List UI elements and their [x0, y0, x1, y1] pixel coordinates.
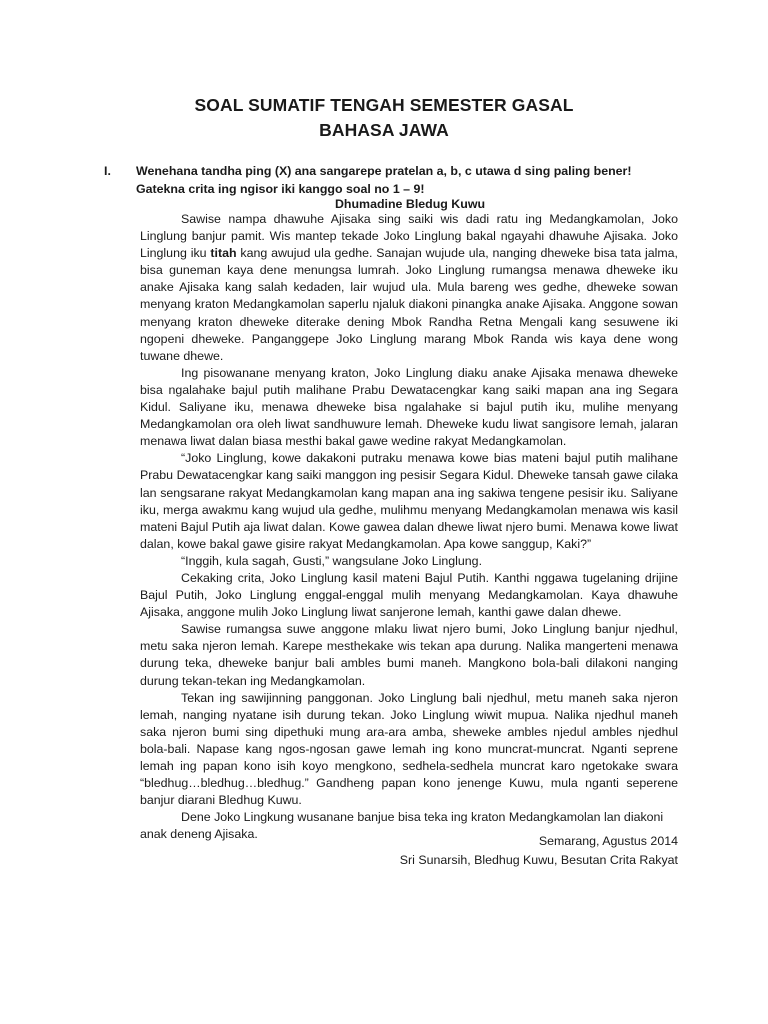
story-paragraph-2: Ing pisowanane menyang kraton, Joko Linglung diaku anake Ajisaka menawa dheweke bisa ngalahake bajul putih malihane Prabu Dewatacengkar kang saiki mapan ana ing Segara Kidul. Saliyane iku, menawa dheweke bisa ngalahake si bajul putih iku, mulihe menyang Medangkamolan ora oleh liwat sandhuwure lemah. Dheweke kudu liwat sangisore lemah, jalaran menawa liwat dalan biasa mesthi bakal gawe wedine rakyat Medangkamolan. — [140, 365, 678, 449]
story-paragraph-4: “Inggih, kula sagah, Gusti,” wangsulane Joko Linglung. — [181, 553, 483, 568]
signature-source: Sri Sunarsih, Bledhug Kuwu, Besutan Crita Rakyat — [399, 853, 678, 867]
instruction-text-2: Gatekna crita ing ngisor iki kanggo soal no 1 – 9! — [136, 182, 425, 196]
story-bold-word: titah — [210, 246, 237, 261]
story-paragraph-6: Sawise rumangsa suwe anggone mlaku liwat njero bumi, Joko Linglung banjur njedhul, metu saka njeron lemah. Karepe mesthekake wis tekan apa durung. Nalika mangerteni menawa durung teka, dheweke banjur bali ambles bumi maneh. Mangkono bola-bali dilakoni nanging durung tekan-tekan ing Medangkamolan. — [140, 622, 678, 688]
story-text: Sawise nampa dhawuhe Ajisaka sing saiki wis dadi ratu ing Medangkamolan, Joko Linglung banjur pamit. Wis mantep tekade Joko Linglung bakal ngayahi dhawuhe Ajisaka. Joko Linglung iku — [140, 212, 678, 261]
story-paragraph-3: “Joko Linglung, kowe dakakoni putraku menawa kowe bias mateni bajul putih malihane Prabu Dewatacengkar kang saiki manggon ing pesisir Segara Kidul. Dheweke tansah gawe cilaka lan sengsarane rakyat Medangkamolan kang mapan ana ing sakiwa tengene pesisir iku. Saliyane iku, merga awakmu kang wujud ula gedhe, mulihmu menyang Medangkamolan menawa wis kasil mateni Bajul Putih aja liwat dalan. Kowe gawea dalan dhewe liwat njero bumi. Menawa kowe liwat dalan, kowe bakal gawe gisire rakyat Medangkamolan. Apa kowe sanggup, Kaki?” — [140, 451, 678, 551]
story-body — [140, 211, 678, 843]
story-paragraph-7: Tekan ing sawijinning panggonan. Joko Linglung bali njedhul, metu maneh saka njeron lemah, nanging nyatane isih durung tekan. Joko Linglung wiwit mupua. Nalika njedhul maneh saka njeron bumi sing dipethuki mung ara-ara amba, sheweke ambles njedul ambles njedhul bola-bali. Napase kang ngos-ngosan gawe lemah ing kono muncrat-muncrat. Nganti seprene lemah ing papan kono isih koyo mengkono, sedhela-sedhela muncrat karo ngetokake swara “bledhug…bledhug…bledhug.” Gandheng papan kono jenenge Kuwu, mula nganti seperene banjur diarani Bledhug Kuwu. — [140, 690, 678, 808]
signature-place-date: Semarang, Agustus 2014 — [538, 834, 678, 848]
story-title: Dhumadine Bledug Kuwu — [334, 197, 486, 211]
page-subtitle: BAHASA JAWA — [319, 120, 449, 140]
page-title: SOAL SUMATIF TENGAH SEMESTER GASAL — [194, 95, 574, 115]
story-paragraph-5: Cekaking crita, Joko Linglung kasil mateni Bajul Putih. Kanthi nggawa tugelaning drijine Bajul Putih, Joko Linglung enggal-enggal mulih menyang Medangkamolan. Kaya dhawuhe Ajisaka, anggone mulih Joko Linglung liwat sanjerone lemah, kanthi gawe dalan dhewe. — [140, 570, 678, 620]
story-paragraph-8: Dene Joko Lingkung wusanane banjue bisa teka ing kraton Medangkamolan lan diakoni anak deneng Ajisaka. — [140, 810, 664, 842]
section-number: I. — [104, 164, 111, 178]
story-paragraph-1 — [140, 211, 678, 365]
story-text: kang awujud ula gedhe. Sanajan wujude ula, nanging dheweke bisa tata jalma, bisa guneman kaya dene menungsa lumrah. Joko Linglung rumangsa menawa dheweke iku anake Ajisaka kang salah kedaden, lair wujud ula. Mula bareng wes gedhe, dheweke sowan menyang kraton Medangkamolan saperlu njaluk diakoni pinangka anake Ajisaka. Anggone sowan menyang kraton dheweke diterake dening Mbok Randha Retna Mengali kang sesuwene iki ngopeni dheweke. Panganggepe Joko Linglung marang Mbok Randa wis kaya dene wong tuwane dhewe. — [140, 246, 678, 363]
instruction-text: Wenehana tandha ping (X) ana sangarepe pratelan a, b, c utawa d sing paling bener! — [136, 164, 632, 178]
